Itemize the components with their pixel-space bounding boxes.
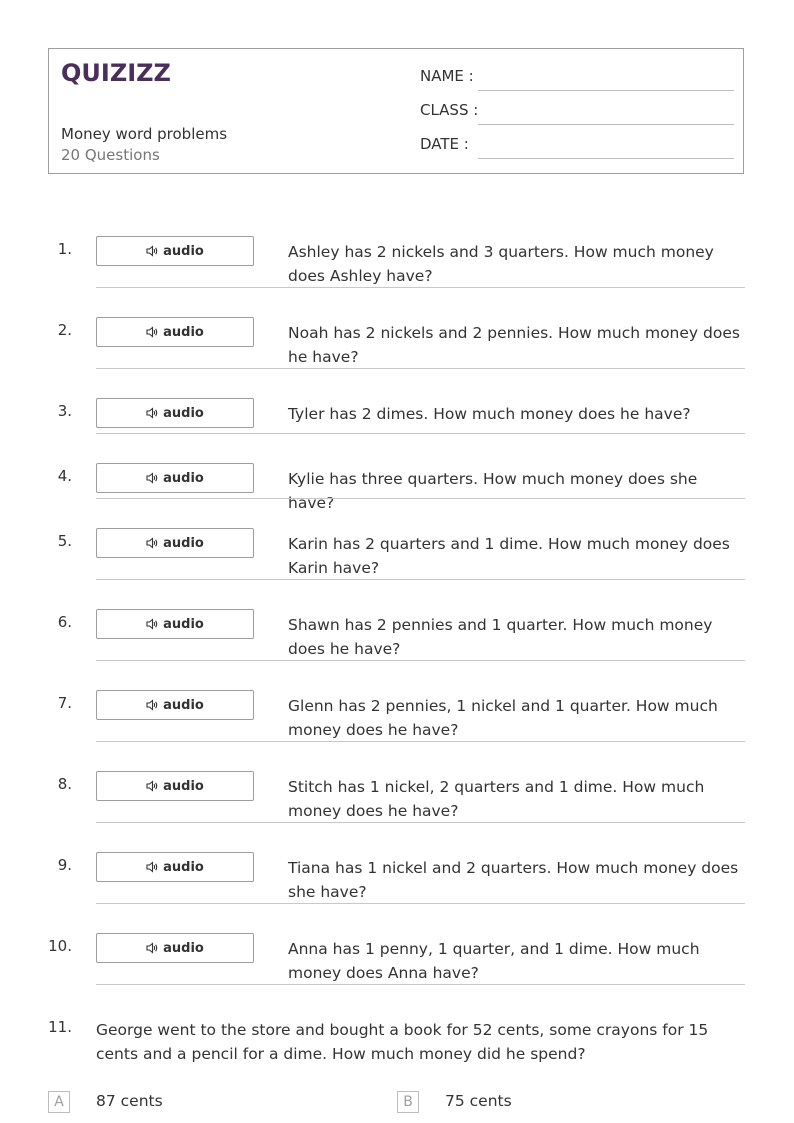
question-number: 4. xyxy=(57,467,72,485)
audio-button[interactable] xyxy=(96,771,254,801)
question-number: 1. xyxy=(57,240,72,258)
divider xyxy=(96,822,745,823)
audio-label: audio xyxy=(163,697,204,713)
question-number: 6. xyxy=(57,613,72,631)
question-text: Stitch has 1 nickel, 2 quarters and 1 dime. How much money does he have? xyxy=(288,778,705,820)
audio-button[interactable] xyxy=(96,236,254,266)
speaker-icon xyxy=(146,861,158,873)
speaker-icon xyxy=(146,245,158,257)
divider xyxy=(96,498,745,499)
question-number: 10. xyxy=(48,937,72,955)
worksheet-title: Money word problems xyxy=(61,125,228,143)
question-number: 7. xyxy=(57,694,72,712)
question-text: George went to the store and bought a book for 52 cents, some crayons for 15 cents and a pencil for a dime. How much money did he spend? xyxy=(96,1021,709,1063)
speaker-icon xyxy=(146,699,158,711)
audio-button[interactable] xyxy=(96,852,254,882)
audio-button[interactable] xyxy=(96,528,254,558)
question-text: Tiana has 1 nickel and 2 quarters. How much money does she have? xyxy=(288,859,739,901)
audio-button[interactable] xyxy=(96,317,254,347)
question-text: Noah has 2 nickels and 2 pennies. How much money does he have? xyxy=(288,324,740,366)
question-number: 2. xyxy=(57,321,72,339)
question-number: 3. xyxy=(57,402,72,420)
speaker-icon xyxy=(146,407,158,419)
audio-button[interactable] xyxy=(96,398,254,428)
question-text: Karin has 2 quarters and 1 dime. How much money does Karin have? xyxy=(288,535,730,577)
question-text: Ashley has 2 nickels and 3 quarters. How much money does Ashley have? xyxy=(288,243,714,285)
audio-label: audio xyxy=(163,324,204,340)
question-number: 8. xyxy=(57,775,72,793)
audio-button[interactable] xyxy=(96,609,254,639)
speaker-icon xyxy=(146,537,158,549)
question-text: Shawn has 2 pennies and 1 quarter. How much money does he have? xyxy=(288,616,713,658)
audio-label: audio xyxy=(163,859,204,875)
quizizz-logo: QUIZIZZ xyxy=(61,59,171,87)
divider xyxy=(96,433,745,434)
divider xyxy=(96,579,745,580)
audio-button[interactable] xyxy=(96,463,254,493)
divider xyxy=(96,984,745,985)
date-label: DATE : xyxy=(420,135,469,153)
option-text: 75 cents xyxy=(445,1092,512,1110)
audio-label: audio xyxy=(163,470,204,486)
divider xyxy=(96,741,745,742)
question-text: Anna has 1 penny, 1 quarter, and 1 dime. How much money does Anna have? xyxy=(288,940,700,982)
option-text: 87 cents xyxy=(96,1092,163,1110)
speaker-icon xyxy=(146,326,158,338)
audio-label: audio xyxy=(163,940,204,956)
name-field[interactable] xyxy=(420,65,734,91)
name-label: NAME : xyxy=(420,67,474,85)
question-number: 11. xyxy=(48,1018,72,1036)
question-count: 20 Questions xyxy=(61,146,160,164)
audio-label: audio xyxy=(163,535,204,551)
audio-label: audio xyxy=(163,405,204,421)
question-number: 9. xyxy=(57,856,72,874)
class-line xyxy=(478,124,734,125)
name-line xyxy=(478,90,734,91)
class-field[interactable] xyxy=(420,99,734,125)
divider xyxy=(96,903,745,904)
speaker-icon xyxy=(146,780,158,792)
question-number: 5. xyxy=(57,532,72,550)
speaker-icon xyxy=(146,618,158,630)
date-field[interactable] xyxy=(420,133,734,159)
divider xyxy=(96,660,745,661)
speaker-icon xyxy=(146,472,158,484)
audio-label: audio xyxy=(163,778,204,794)
audio-label: audio xyxy=(163,243,204,259)
divider xyxy=(96,368,745,369)
class-label: CLASS : xyxy=(420,101,479,119)
question-text: Glenn has 2 pennies, 1 nickel and 1 quarter. How much money does he have? xyxy=(288,697,718,739)
date-line xyxy=(478,158,734,159)
question-text: Tyler has 2 dimes. How much money does he have? xyxy=(288,405,691,423)
audio-label: audio xyxy=(163,616,204,632)
audio-button[interactable] xyxy=(96,933,254,963)
speaker-icon xyxy=(146,942,158,954)
worksheet-header xyxy=(48,48,744,174)
option-letter-box: A xyxy=(48,1091,70,1113)
question-text: Kylie has three quarters. How much money does she have? xyxy=(288,470,698,512)
divider xyxy=(96,287,745,288)
audio-button[interactable] xyxy=(96,690,254,720)
option-letter-box: B xyxy=(397,1091,419,1113)
